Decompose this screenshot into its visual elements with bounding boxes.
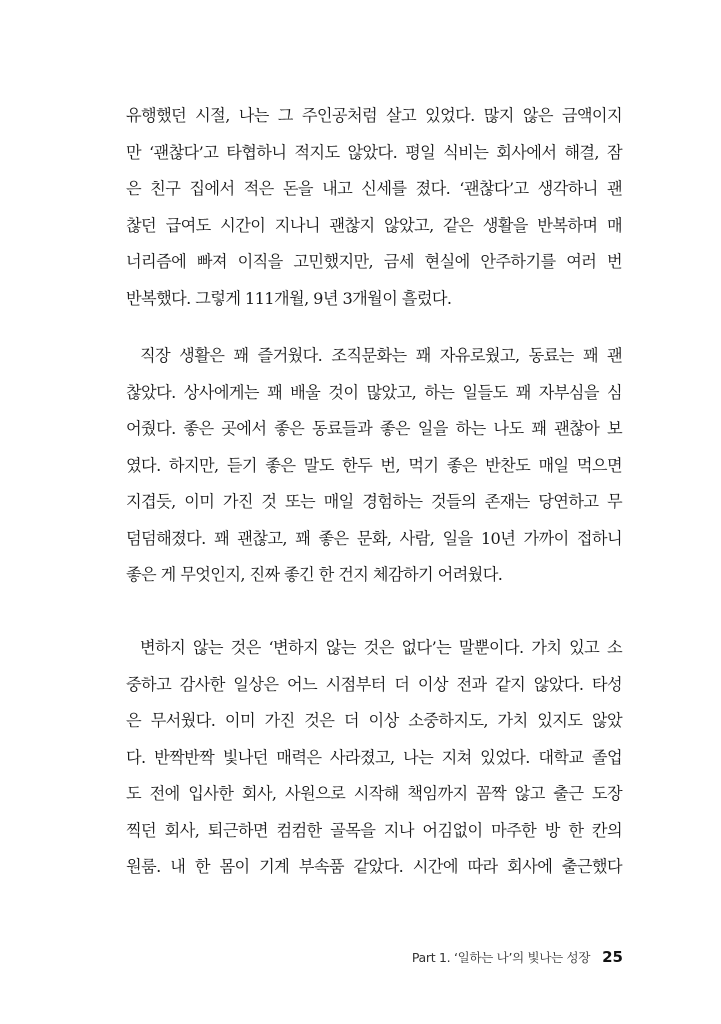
- text-line: 은 무서웠다. 이미 가진 것은 더 이상 소중하지도, 가치 있지도 않았: [126, 711, 622, 730]
- paragraph-3: [126, 630, 622, 886]
- text-line: 원룸. 내 한 몸이 기계 부속품 같았다. 시간에 따라 회사에 출근했다: [126, 857, 622, 876]
- text-line: 만 ‘괜찮다’고 타협하니 적지도 않았다. 평일 식비는 회사에서 해결, 잠: [126, 142, 622, 162]
- text-line: 덤덤해졌다. 꽤 괜찮고, 꽤 좋은 문화, 사람, 일을 10년 가까이 접하니: [126, 528, 622, 548]
- text-line: 좋은 게 무엇인지, 진짜 좋긴 한 건지 체감하기 어려웠다.: [126, 565, 503, 584]
- text-line: 너리즘에 빠져 이직을 고민했지만, 금세 현실에 안주하기를 여러 번: [126, 252, 622, 271]
- text-line: 찍던 회사, 퇴근하면 컴컴한 골목을 지나 어김없이 마주한 방 한 칸의: [126, 820, 622, 840]
- text-line: 반복했다. 그렇게 111개월, 9년 3개월이 흘렀다.: [126, 288, 452, 308]
- text-line: 유행했던 시절, 나는 그 주인공처럼 살고 있었다. 많지 않은 금액이지: [126, 106, 622, 125]
- page-footer: [412, 945, 623, 969]
- running-title: Part 1. ‘일하는 나’의 빛나는 성장: [411, 950, 591, 965]
- paragraph-2: [126, 338, 622, 594]
- text-line: 은 친구 집에서 적은 돈을 내고 신세를 졌다. ‘괜찮다’고 생각하니 괜: [126, 179, 622, 198]
- text-line: 직장 생활은 꽤 즐거웠다. 조직문화는 꽤 자유로웠고, 동료는 꽤 괜: [140, 346, 622, 365]
- text-line: 중하고 감사한 일상은 어느 시점부터 더 이상 전과 같지 않았다. 타성: [126, 674, 622, 694]
- page-number: 25: [602, 948, 623, 966]
- text-line: 지겹듯, 이미 가진 것 또는 매일 경험하는 것들의 존재는 당연하고 무: [126, 492, 622, 511]
- text-line: 찮았다. 상사에게는 꽤 배울 것이 많았고, 하는 일들도 꽤 자부심을 심: [126, 382, 622, 402]
- text-line: 어줬다. 좋은 곳에서 좋은 동료들과 좋은 일을 하는 나도 꽤 괜찮아 보: [126, 419, 622, 438]
- paragraph-1: [126, 98, 622, 317]
- text-line: 다. 반짝반짝 빛나던 매력은 사라졌고, 나는 지쳐 있었다. 대학교 졸업: [126, 747, 622, 767]
- text-line: 찮던 급여도 시간이 지나니 괜찮지 않았고, 같은 생활을 반복하며 매: [126, 215, 622, 235]
- text-line: 였다. 하지만, 듣기 좋은 말도 한두 번, 먹기 좋은 반찬도 매일 먹으면: [126, 455, 622, 475]
- text-line: 변하지 않는 것은 ‘변하지 않는 것은 없다’는 말뿐이다. 가치 있고 소: [140, 638, 622, 657]
- text-line: 도 전에 입사한 회사, 사원으로 시작해 책임까지 꼼짝 않고 출근 도장: [126, 784, 622, 803]
